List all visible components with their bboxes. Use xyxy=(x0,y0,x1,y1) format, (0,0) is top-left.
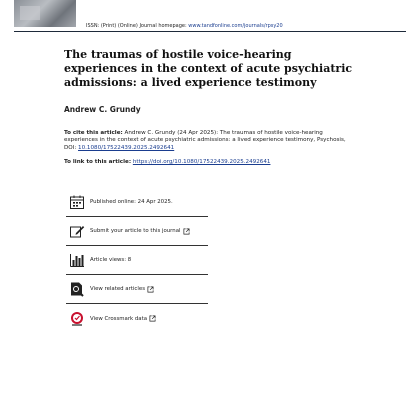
issn-text: ISSN: (Print) (Online) Journal homepage: xyxy=(86,23,187,29)
journal-homepage-link[interactable]: www.tandfonline.com/journals/rpsy20 xyxy=(188,23,283,29)
related-articles-label[interactable]: View related articles xyxy=(90,286,146,292)
header-divider xyxy=(14,31,406,32)
issn-line xyxy=(86,23,283,29)
calendar-icon xyxy=(69,194,85,210)
article-link-label: To link to this article: xyxy=(64,159,132,165)
article-title: The traumas of hostile voice-hearing experiences in the context of acute psychiatric admissions: a lived experience testimony xyxy=(64,48,353,89)
article-author: Andrew C. Grundy xyxy=(64,105,141,114)
published-online-label: Published online: 24 Apr 2025. xyxy=(90,199,173,205)
external-link-icon xyxy=(147,286,154,293)
external-link-icon xyxy=(183,228,190,235)
article-views-label: Article views: 8 xyxy=(90,257,132,263)
journal-cover-thumbnail xyxy=(14,0,76,27)
citation-label: To cite this article: xyxy=(64,130,123,136)
submit-article-item[interactable] xyxy=(66,217,208,246)
published-online-item xyxy=(66,188,208,217)
citation-block xyxy=(64,130,354,152)
citation-text: Andrew C. Grundy (24 Apr 2025): The traumas of hostile voice-hearing experiences in the context of acute psychiatric admissions: a lived experience testimony, Psychosis, DOI: xyxy=(64,130,346,151)
edit-icon xyxy=(69,223,85,239)
bar-chart-icon xyxy=(69,252,85,268)
external-link-icon xyxy=(149,315,156,322)
related-articles-item[interactable] xyxy=(66,275,208,304)
crossmark-item[interactable] xyxy=(66,304,208,333)
article-views-item xyxy=(66,246,208,275)
article-link-url[interactable]: https://doi.org/10.1080/17522439.2025.2492641 xyxy=(132,159,271,165)
crossmark-icon xyxy=(69,311,85,327)
article-info-list xyxy=(66,188,208,333)
submit-article-label[interactable]: Submit your article to this journal xyxy=(90,228,181,234)
article-link-line xyxy=(64,159,270,166)
citation-doi-link[interactable]: 10.1080/17522439.2025.2492641 xyxy=(78,144,175,151)
crossmark-label[interactable]: View Crossmark data xyxy=(90,315,148,322)
search-document-icon xyxy=(69,281,85,297)
